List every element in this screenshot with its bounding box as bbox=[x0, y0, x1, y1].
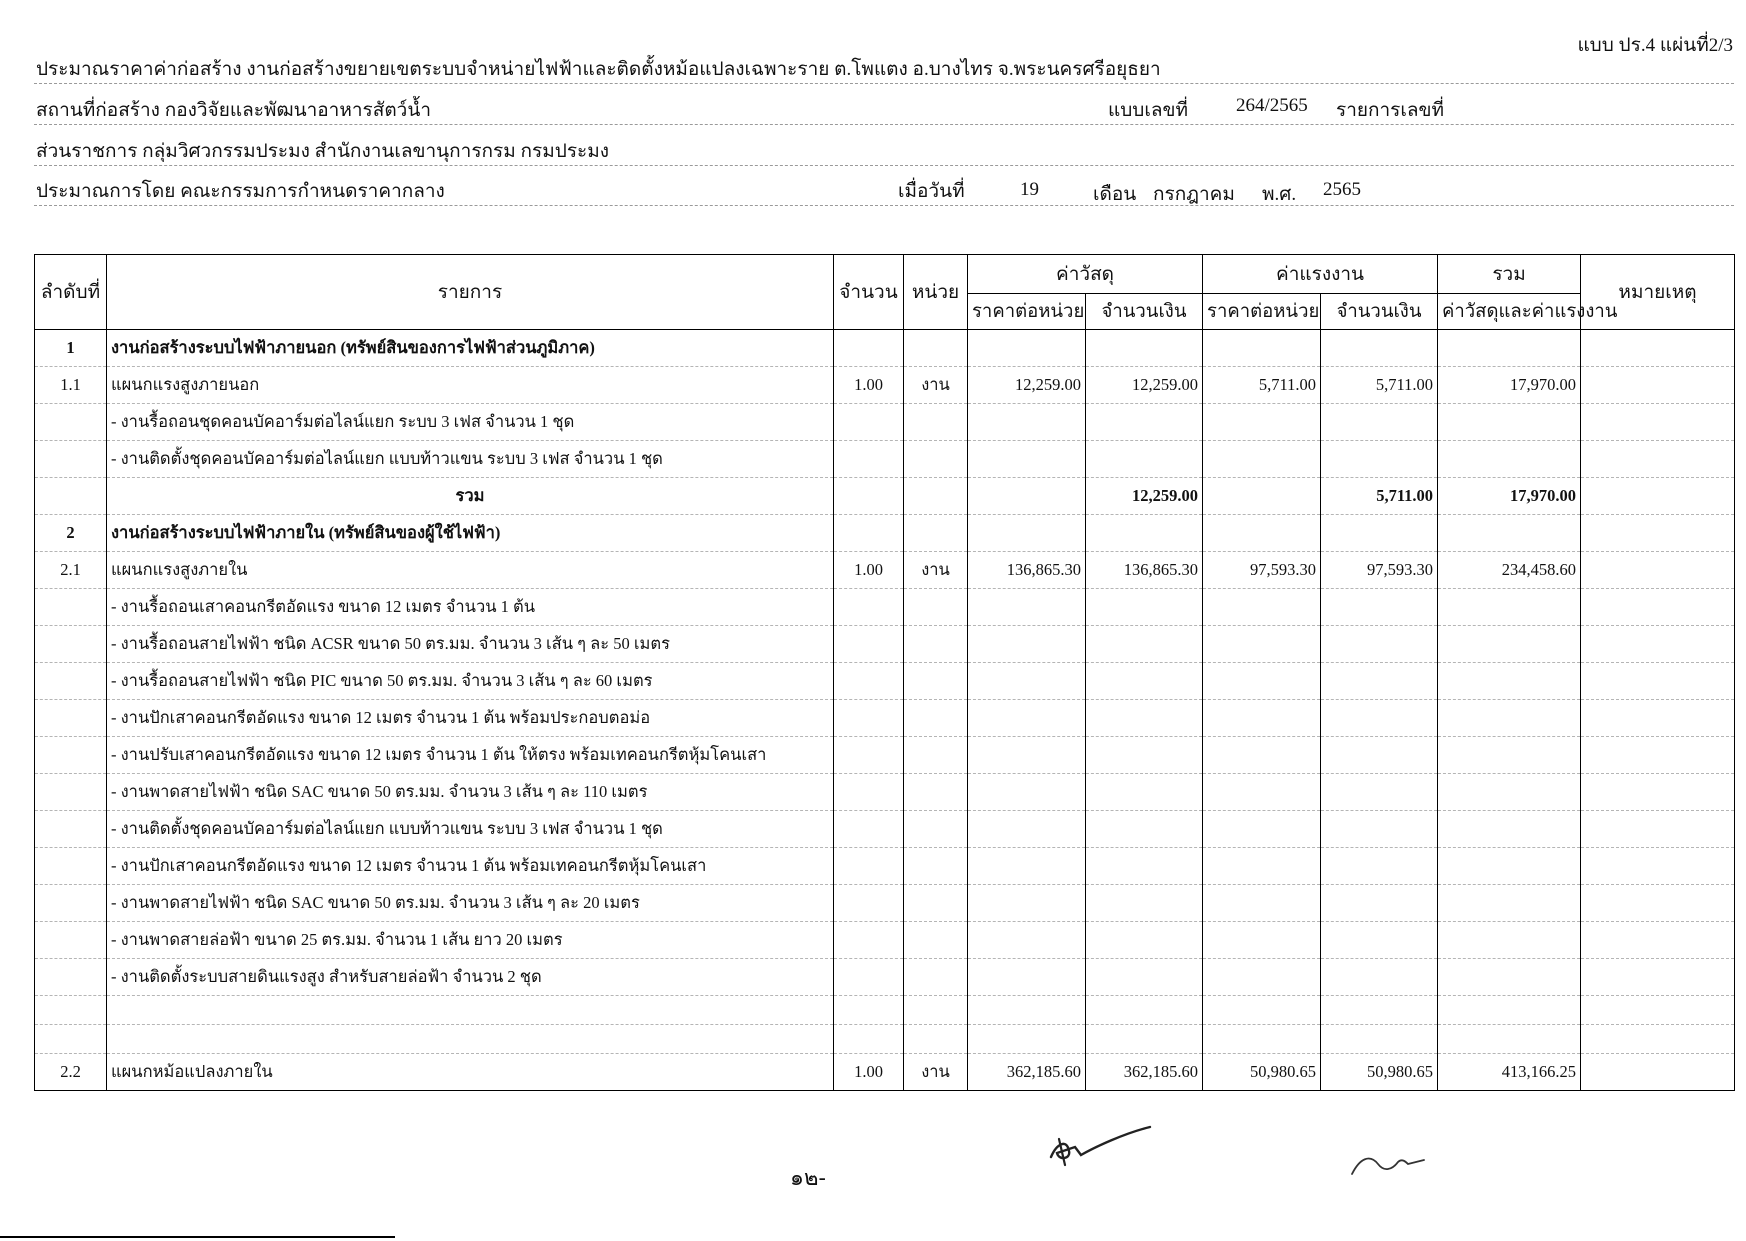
row-unit bbox=[904, 885, 968, 922]
table-row bbox=[35, 848, 1735, 885]
row-material-amount bbox=[1086, 885, 1203, 922]
row-remark bbox=[1581, 1025, 1735, 1054]
site-label: สถานที่ก่อสร้าง กองวิจัยและพัฒนาอาหารสัตว์น้ำ bbox=[36, 100, 432, 121]
row-qty bbox=[834, 663, 904, 700]
header-labor-unit-price: ราคาต่อหน่วย bbox=[1203, 294, 1321, 330]
row-labor-amount bbox=[1321, 774, 1438, 811]
row-qty: 1.00 bbox=[834, 552, 904, 589]
row-unit bbox=[904, 737, 968, 774]
row-seq: 1 bbox=[35, 330, 107, 367]
month-label: เดือน bbox=[1093, 184, 1137, 205]
row-material-amount bbox=[1086, 404, 1203, 441]
row-unit bbox=[904, 330, 968, 367]
row-labor-amount: 97,593.30 bbox=[1321, 552, 1438, 589]
row-labor-amount bbox=[1321, 811, 1438, 848]
row-labor-amount bbox=[1321, 404, 1438, 441]
row-item: แผนกแรงสูงภายนอก bbox=[107, 367, 834, 404]
estimator-label: ประมาณการโดย คณะกรรมการกำหนดราคากลาง bbox=[36, 181, 445, 202]
row-labor-unit-price bbox=[1203, 700, 1321, 737]
row-unit bbox=[904, 404, 968, 441]
year-label: พ.ศ. bbox=[1262, 184, 1297, 205]
row-material-amount bbox=[1086, 515, 1203, 552]
drawing-no-label: แบบเลขที่ bbox=[1108, 100, 1189, 121]
row-material-amount bbox=[1086, 663, 1203, 700]
row-unit bbox=[904, 663, 968, 700]
row-material-unit-price bbox=[968, 515, 1086, 552]
row-total: 234,458.60 bbox=[1438, 552, 1581, 589]
row-labor-amount bbox=[1321, 515, 1438, 552]
row-remark bbox=[1581, 737, 1735, 774]
row-unit bbox=[904, 589, 968, 626]
row-labor-amount bbox=[1321, 663, 1438, 700]
row-seq bbox=[35, 996, 107, 1025]
row-remark bbox=[1581, 811, 1735, 848]
table-row bbox=[35, 404, 1735, 441]
row-item: - งานรื้อถอนสายไฟฟ้า ชนิด PIC ขนาด 50 ตร.มม. จำนวน 3 เส้น ๆ ละ 60 เมตร bbox=[107, 663, 834, 700]
row-labor-unit-price bbox=[1203, 404, 1321, 441]
row-qty bbox=[834, 848, 904, 885]
row-material-unit-price bbox=[968, 404, 1086, 441]
row-qty bbox=[834, 589, 904, 626]
row-unit bbox=[904, 811, 968, 848]
row-labor-amount bbox=[1321, 626, 1438, 663]
row-material-amount bbox=[1086, 996, 1203, 1025]
row-total bbox=[1438, 774, 1581, 811]
table-row bbox=[35, 552, 1735, 589]
row-item bbox=[107, 996, 834, 1025]
row-total bbox=[1438, 885, 1581, 922]
footer-rule bbox=[0, 1236, 395, 1238]
row-item: - งานปักเสาคอนกรีตอัดแรง ขนาด 12 เมตร จำนวน 1 ต้น พร้อมประกอบตอม่อ bbox=[107, 700, 834, 737]
row-labor-amount bbox=[1321, 959, 1438, 996]
row-seq bbox=[35, 478, 107, 515]
row-remark bbox=[1581, 1054, 1735, 1091]
row-labor-amount bbox=[1321, 1025, 1438, 1054]
row-total bbox=[1438, 663, 1581, 700]
row-labor-amount bbox=[1321, 848, 1438, 885]
handwritten-note: ๑๒- bbox=[790, 1166, 826, 1191]
row-item: - งานพาดสายไฟฟ้า ชนิด SAC ขนาด 50 ตร.มม. จำนวน 3 เส้น ๆ ละ 110 เมตร bbox=[107, 774, 834, 811]
row-remark bbox=[1581, 848, 1735, 885]
signature-mark bbox=[1045, 1125, 1155, 1173]
drawing-no: 264/2565 bbox=[1236, 95, 1308, 116]
row-total: 413,166.25 bbox=[1438, 1054, 1581, 1091]
row-qty bbox=[834, 774, 904, 811]
row-item: งานก่อสร้างระบบไฟฟ้าภายใน (ทรัพย์สินของผู้ใช้ไฟฟ้า) bbox=[107, 515, 834, 552]
row-item: - งานติดตั้งชุดคอนบัคอาร์มต่อไลน์แยก แบบท้าวแขน ระบบ 3 เฟส จำนวน 1 ชุด bbox=[107, 441, 834, 478]
row-labor-unit-price bbox=[1203, 663, 1321, 700]
table-row bbox=[35, 811, 1735, 848]
table-row-empty bbox=[35, 996, 1735, 1025]
row-labor-unit-price bbox=[1203, 811, 1321, 848]
row-material-unit-price bbox=[968, 774, 1086, 811]
row-material-amount: 136,865.30 bbox=[1086, 552, 1203, 589]
row-qty bbox=[834, 737, 904, 774]
table-row bbox=[35, 959, 1735, 996]
row-remark bbox=[1581, 552, 1735, 589]
row-seq: 2 bbox=[35, 515, 107, 552]
row-seq bbox=[35, 885, 107, 922]
row-material-unit-price bbox=[968, 885, 1086, 922]
row-item: - งานรื้อถอนเสาคอนกรีตอัดแรง ขนาด 12 เมตร จำนวน 1 ต้น bbox=[107, 589, 834, 626]
row-material-amount bbox=[1086, 848, 1203, 885]
row-labor-unit-price bbox=[1203, 1025, 1321, 1054]
row-labor-amount bbox=[1321, 700, 1438, 737]
date-label: เมื่อวันที่ bbox=[898, 181, 965, 202]
row-material-unit-price bbox=[968, 663, 1086, 700]
row-labor-unit-price bbox=[1203, 959, 1321, 996]
row-remark bbox=[1581, 774, 1735, 811]
row-labor-unit-price bbox=[1203, 737, 1321, 774]
row-labor-amount bbox=[1321, 737, 1438, 774]
row-material-unit-price bbox=[968, 996, 1086, 1025]
row-material-amount bbox=[1086, 330, 1203, 367]
form-id: แบบ ปร.4 แผ่นที่2/3 bbox=[1577, 35, 1733, 56]
header-seq: ลำดับที่ bbox=[35, 255, 107, 330]
row-labor-unit-price bbox=[1203, 774, 1321, 811]
table-row bbox=[35, 885, 1735, 922]
table-row bbox=[35, 737, 1735, 774]
row-item: - งานปักเสาคอนกรีตอัดแรง ขนาด 12 เมตร จำนวน 1 ต้น พร้อมเทคอนกรีตหุ้มโคนเสา bbox=[107, 848, 834, 885]
row-item: งานก่อสร้างระบบไฟฟ้าภายนอก (ทรัพย์สินของการไฟฟ้าส่วนภูมิภาค) bbox=[107, 330, 834, 367]
table-row bbox=[35, 367, 1735, 404]
row-material-unit-price bbox=[968, 330, 1086, 367]
row-material-amount bbox=[1086, 774, 1203, 811]
row-qty bbox=[834, 515, 904, 552]
row-labor-unit-price bbox=[1203, 441, 1321, 478]
row-total bbox=[1438, 515, 1581, 552]
row-remark bbox=[1581, 885, 1735, 922]
row-total bbox=[1438, 330, 1581, 367]
row-unit: งาน bbox=[904, 552, 968, 589]
row-unit: งาน bbox=[904, 1054, 968, 1091]
row-seq bbox=[35, 774, 107, 811]
row-material-unit-price bbox=[968, 811, 1086, 848]
header-labor-amount: จำนวนเงิน bbox=[1321, 294, 1438, 330]
header-qty: จำนวน bbox=[834, 255, 904, 330]
row-material-unit-price bbox=[968, 922, 1086, 959]
row-item: - งานรื้อถอนชุดคอนบัคอาร์มต่อไลน์แยก ระบบ 3 เฟส จำนวน 1 ชุด bbox=[107, 404, 834, 441]
row-material-unit-price bbox=[968, 626, 1086, 663]
row-remark bbox=[1581, 330, 1735, 367]
row-unit bbox=[904, 996, 968, 1025]
row-item: รวม bbox=[107, 478, 834, 515]
divider bbox=[34, 83, 1734, 84]
row-total bbox=[1438, 848, 1581, 885]
header-material: ค่าวัสดุ bbox=[968, 255, 1203, 294]
table-row bbox=[35, 441, 1735, 478]
row-labor-unit-price: 5,711.00 bbox=[1203, 367, 1321, 404]
row-item: แผนกหม้อแปลงภายใน bbox=[107, 1054, 834, 1091]
row-material-amount bbox=[1086, 922, 1203, 959]
agency-label: ส่วนราชการ กลุ่มวิศวกรรมประมง สำนักงานเลขานุการกรม กรมประมง bbox=[36, 141, 610, 162]
row-labor-amount: 5,711.00 bbox=[1321, 367, 1438, 404]
row-labor-amount: 5,711.00 bbox=[1321, 478, 1438, 515]
row-material-amount bbox=[1086, 737, 1203, 774]
row-labor-amount bbox=[1321, 589, 1438, 626]
row-material-unit-price: 362,185.60 bbox=[968, 1054, 1086, 1091]
row-remark bbox=[1581, 515, 1735, 552]
row-item: - งานติดตั้งชุดคอนบัคอาร์มต่อไลน์แยก แบบท้าวแขน ระบบ 3 เฟส จำนวน 1 ชุด bbox=[107, 811, 834, 848]
row-seq: 2.1 bbox=[35, 552, 107, 589]
row-seq bbox=[35, 737, 107, 774]
row-item bbox=[107, 1025, 834, 1054]
row-unit bbox=[904, 441, 968, 478]
row-remark bbox=[1581, 700, 1735, 737]
date-day: 19 bbox=[1020, 179, 1039, 200]
row-item: - งานติดตั้งระบบสายดินแรงสูง สำหรับสายล่อฟ้า จำนวน 2 ชุด bbox=[107, 959, 834, 996]
row-seq bbox=[35, 1025, 107, 1054]
row-labor-amount: 50,980.65 bbox=[1321, 1054, 1438, 1091]
row-qty bbox=[834, 441, 904, 478]
row-remark bbox=[1581, 478, 1735, 515]
row-material-amount: 12,259.00 bbox=[1086, 367, 1203, 404]
row-remark bbox=[1581, 367, 1735, 404]
header-unit: หน่วย bbox=[904, 255, 968, 330]
row-unit bbox=[904, 626, 968, 663]
table-row bbox=[35, 700, 1735, 737]
table-row bbox=[35, 478, 1735, 515]
row-unit bbox=[904, 848, 968, 885]
row-total bbox=[1438, 626, 1581, 663]
table-row bbox=[35, 922, 1735, 959]
row-material-unit-price bbox=[968, 959, 1086, 996]
divider bbox=[34, 205, 1734, 206]
table-row bbox=[35, 515, 1735, 552]
header-labor: ค่าแรงงาน bbox=[1203, 255, 1438, 294]
project-title: ประมาณราคาค่าก่อสร้าง งานก่อสร้างขยายเขตระบบจำหน่ายไฟฟ้าและติดตั้งหม้อแปลงเฉพาะราย ต.โพแตง อ.บางไทร จ.พระนครศรีอยุธยา bbox=[36, 59, 1161, 80]
row-seq bbox=[35, 811, 107, 848]
table-row bbox=[35, 774, 1735, 811]
row-unit bbox=[904, 478, 968, 515]
row-unit bbox=[904, 1025, 968, 1054]
item-no-label: รายการเลขที่ bbox=[1336, 100, 1445, 121]
row-remark bbox=[1581, 589, 1735, 626]
table-row bbox=[35, 626, 1735, 663]
row-material-amount bbox=[1086, 811, 1203, 848]
row-material-amount: 12,259.00 bbox=[1086, 478, 1203, 515]
table-row bbox=[35, 1054, 1735, 1091]
row-material-amount bbox=[1086, 441, 1203, 478]
row-total bbox=[1438, 959, 1581, 996]
row-total bbox=[1438, 737, 1581, 774]
row-total bbox=[1438, 589, 1581, 626]
row-total bbox=[1438, 922, 1581, 959]
row-item: - งานปรับเสาคอนกรีตอัดแรง ขนาด 12 เมตร จำนวน 1 ต้น ให้ตรง พร้อมเทคอนกรีตหุ้มโคนเสา bbox=[107, 737, 834, 774]
row-qty: 1.00 bbox=[834, 367, 904, 404]
row-qty bbox=[834, 922, 904, 959]
row-labor-unit-price bbox=[1203, 996, 1321, 1025]
row-remark bbox=[1581, 441, 1735, 478]
row-unit bbox=[904, 922, 968, 959]
row-seq: 1.1 bbox=[35, 367, 107, 404]
table-row bbox=[35, 330, 1735, 367]
row-material-amount bbox=[1086, 700, 1203, 737]
row-seq bbox=[35, 663, 107, 700]
row-item: - งานพาดสายล่อฟ้า ขนาด 25 ตร.มม. จำนวน 1 เส้น ยาว 20 เมตร bbox=[107, 922, 834, 959]
header-item: รายการ bbox=[107, 255, 834, 330]
row-seq bbox=[35, 441, 107, 478]
cost-estimate-table bbox=[34, 254, 1735, 1091]
row-labor-unit-price: 50,980.65 bbox=[1203, 1054, 1321, 1091]
row-qty bbox=[834, 1025, 904, 1054]
divider bbox=[34, 165, 1734, 166]
row-item: - งานพาดสายไฟฟ้า ชนิด SAC ขนาด 50 ตร.มม. จำนวน 3 เส้น ๆ ละ 20 เมตร bbox=[107, 885, 834, 922]
table-row-empty bbox=[35, 1025, 1735, 1054]
header-remark: หมายเหตุ bbox=[1581, 255, 1735, 330]
row-remark bbox=[1581, 663, 1735, 700]
row-material-unit-price bbox=[968, 589, 1086, 626]
row-labor-amount bbox=[1321, 922, 1438, 959]
row-seq bbox=[35, 404, 107, 441]
row-labor-unit-price bbox=[1203, 626, 1321, 663]
row-labor-unit-price bbox=[1203, 330, 1321, 367]
header-material-unit-price: ราคาต่อหน่วย bbox=[968, 294, 1086, 330]
row-remark bbox=[1581, 996, 1735, 1025]
header-material-amount: จำนวนเงิน bbox=[1086, 294, 1203, 330]
row-material-unit-price bbox=[968, 478, 1086, 515]
row-labor-unit-price bbox=[1203, 478, 1321, 515]
row-material-unit-price bbox=[968, 441, 1086, 478]
table-body bbox=[35, 330, 1735, 1091]
row-qty bbox=[834, 404, 904, 441]
row-qty: 1.00 bbox=[834, 1054, 904, 1091]
row-seq bbox=[35, 626, 107, 663]
row-qty bbox=[834, 885, 904, 922]
row-total bbox=[1438, 404, 1581, 441]
row-material-amount bbox=[1086, 589, 1203, 626]
row-qty bbox=[834, 996, 904, 1025]
row-qty bbox=[834, 330, 904, 367]
row-material-unit-price: 12,259.00 bbox=[968, 367, 1086, 404]
row-labor-amount bbox=[1321, 330, 1438, 367]
row-total: 17,970.00 bbox=[1438, 367, 1581, 404]
row-seq bbox=[35, 959, 107, 996]
row-labor-amount bbox=[1321, 885, 1438, 922]
row-labor-unit-price bbox=[1203, 885, 1321, 922]
date-year: 2565 bbox=[1323, 179, 1361, 200]
row-material-unit-price: 136,865.30 bbox=[968, 552, 1086, 589]
row-qty bbox=[834, 959, 904, 996]
row-total bbox=[1438, 1025, 1581, 1054]
row-remark bbox=[1581, 626, 1735, 663]
row-total bbox=[1438, 700, 1581, 737]
row-total bbox=[1438, 996, 1581, 1025]
row-unit bbox=[904, 774, 968, 811]
row-remark bbox=[1581, 959, 1735, 996]
initials-mark bbox=[1350, 1148, 1430, 1182]
table-row bbox=[35, 663, 1735, 700]
row-unit bbox=[904, 515, 968, 552]
row-remark bbox=[1581, 404, 1735, 441]
row-item: - งานรื้อถอนสายไฟฟ้า ชนิด ACSR ขนาด 50 ตร.มม. จำนวน 3 เส้น ๆ ละ 50 เมตร bbox=[107, 626, 834, 663]
header-total: รวม bbox=[1438, 255, 1581, 294]
date-month: กรกฎาคม bbox=[1153, 184, 1235, 205]
row-labor-unit-price bbox=[1203, 922, 1321, 959]
row-seq: 2.2 bbox=[35, 1054, 107, 1091]
row-total bbox=[1438, 441, 1581, 478]
row-qty bbox=[834, 626, 904, 663]
row-material-unit-price bbox=[968, 848, 1086, 885]
row-qty bbox=[834, 478, 904, 515]
row-material-unit-price bbox=[968, 700, 1086, 737]
header-total-sub: ค่าวัสดุและค่าแรงงาน bbox=[1438, 294, 1581, 330]
row-labor-unit-price bbox=[1203, 515, 1321, 552]
row-unit bbox=[904, 700, 968, 737]
row-total bbox=[1438, 811, 1581, 848]
row-qty bbox=[834, 700, 904, 737]
row-material-amount bbox=[1086, 959, 1203, 996]
row-item: แผนกแรงสูงภายใน bbox=[107, 552, 834, 589]
row-unit: งาน bbox=[904, 367, 968, 404]
row-labor-unit-price bbox=[1203, 589, 1321, 626]
row-seq bbox=[35, 922, 107, 959]
row-total: 17,970.00 bbox=[1438, 478, 1581, 515]
row-material-amount: 362,185.60 bbox=[1086, 1054, 1203, 1091]
row-seq bbox=[35, 848, 107, 885]
row-remark bbox=[1581, 922, 1735, 959]
row-labor-amount bbox=[1321, 996, 1438, 1025]
row-material-unit-price bbox=[968, 737, 1086, 774]
row-seq bbox=[35, 700, 107, 737]
table-row bbox=[35, 589, 1735, 626]
row-material-unit-price bbox=[968, 1025, 1086, 1054]
row-labor-unit-price: 97,593.30 bbox=[1203, 552, 1321, 589]
row-qty bbox=[834, 811, 904, 848]
row-material-amount bbox=[1086, 1025, 1203, 1054]
row-unit bbox=[904, 959, 968, 996]
row-seq bbox=[35, 589, 107, 626]
row-labor-unit-price bbox=[1203, 848, 1321, 885]
row-labor-amount bbox=[1321, 441, 1438, 478]
row-material-amount bbox=[1086, 626, 1203, 663]
divider bbox=[34, 124, 1734, 125]
